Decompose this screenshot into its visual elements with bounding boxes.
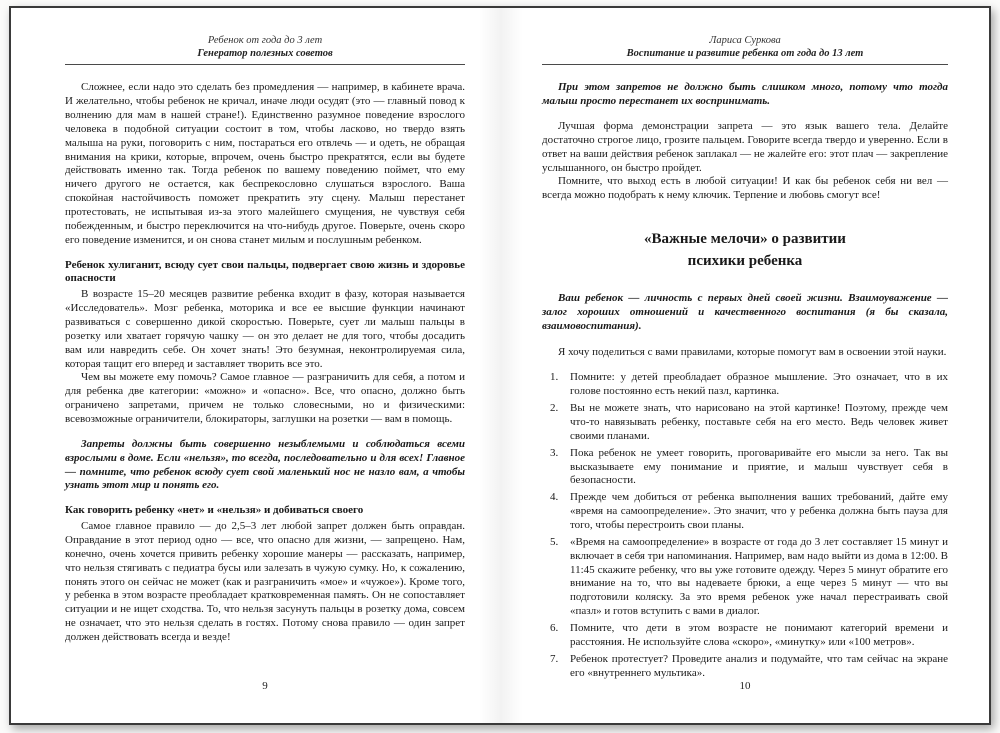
book-spread-frame	[9, 6, 991, 725]
list-item: Вы не можете знать, что нарисовано на этой картинке! Поэтому, прежде чем что-то навязывать ребенку, поставьте себя на его место. Ведь человек живет своими планами.	[570, 402, 948, 442]
running-head-book-part: Ребенок от года до 3 лет	[207, 35, 323, 46]
running-head-rule	[65, 64, 465, 65]
chapter-epigraph: Ваш ребенок — личность с первых дней своей жизни. Взаимоуважение — залог хороших отношений и качественного воспитания (я бы сказала, взаимовоспитания).	[542, 291, 948, 333]
rules-numbered-list	[542, 371, 948, 680]
paragraph: Помните, что выход есть в любой ситуации! И как бы ребенок себя ни вел — всегда можно подобрать к нему ключик. Терпение и любовь смогут все!	[542, 175, 948, 202]
running-head-author: Лариса Суркова	[709, 35, 781, 46]
right-page-body	[542, 81, 948, 680]
list-item: Помните: у детей преобладает образное мышление. Это означает, что в их голове постоянно есть некий пазл, картинка.	[570, 371, 948, 398]
list-item: Прежде чем добиться от ребенка выполнения ваших требований, дайте ему «время на самоопределение». Это значит, что у ребенка должна быть пауза для того, чтобы перестроить свои планы.	[570, 491, 948, 531]
left-running-head	[65, 34, 465, 65]
list-item: Ребенок протестует? Проведите анализ и подумайте, что там сейчас на экране его «внутреннего мультика».	[570, 652, 948, 679]
list-item: Пока ребенок не умеет говорить, проговаривайте его мысли за него. Так вы высказываете ему понимание и приятие, и малыш чувствует себя в безопасности.	[570, 446, 948, 487]
subheading: Как говорить ребенку «нет» и «нельзя» и добиваться своего	[65, 504, 364, 517]
book-gutter-shadow	[479, 8, 523, 723]
left-page-number: 9	[262, 680, 268, 692]
running-head-chapter: Генератор полезных советов	[197, 48, 333, 60]
paragraph: Чем вы можете ему помочь? Самое главное — разграничить для себя, а потом и для ребенка две категории: «можно» и «опасно». Все, что опасно, должно быть ограничено запретами, причем не только словесными, но и физическими: всевозможные ограничители, блокираторы, заглушки на розетки — вам в помощь.	[65, 371, 465, 426]
chapter-title-line1: «Важные мелочи» о развитии	[644, 231, 846, 248]
list-item: «Время на самоопределение» в возрасте от года до 3 лет составляет 15 минут и включает в себя три напоминания. Например, вам надо выйти из дома в 12:00. В 11:45 скажите ребенку, что вы уже готовите одежду. Через 5 минут обратите его внимание на то, что вы надеваете брюки, а еще через 5 минут — что вы подготовили коляску. За это время ребенок уже начал перестраивать свой «пазл» и готов вступить с вами в диалог.	[570, 535, 948, 618]
emphasized-rule-paragraph: При этом запретов не должно быть слишком много, потому что тогда малыш просто перестанет их воспринимать.	[542, 81, 948, 108]
right-page	[542, 34, 948, 692]
paragraph: В возрасте 15–20 месяцев развитие ребенка входит в фазу, которая называется «Исследователь». Мозг ребенка, моторика и все ее высшие функции начинают развиваться с совершенно дикой скоростью. Поверьте, сует ли малыш пальцы в розетку или хватает горячую чашку — он это делает не для того, чтобы досадить вам или навредить себе. Он хочет знать! Это безумная, неконтролируемая сила, которая тащит его вперед и заставляет творить все это.	[65, 288, 465, 370]
running-head-book-title: Воспитание и развитие ребенка от года до 13 лет	[626, 48, 864, 60]
paragraph: Самое главное правило — до 2,5–3 лет любой запрет должен быть оправдан. Оправдание в этот период одно — все, что опасно для жизни, — запрещено. Нам, конечно, очень хочется привить ребенку хорошие манеры — рассказать, например, что нельзя стягивать с педиатра бусы или залезать в чужую сумку. Но, к сожалению, понять этого он сейчас не может (как и разграничить «мое» и «чужое»). Кроме того, у ребенка в этом возрасте преобладает кратковременная память. Он не сопоставляет ситуации и не ищет сходства. То, что нельзя засунуть пальцы в розетку дома, совсем не означает, что это нельзя сделать в гостях. Потому снова правило — один запрет должен действовать всегда и везде!	[65, 520, 465, 644]
list-item: Помните, что дети в этом возрасте не понимают категорий времени и расстояния. Не используйте слова «скоро», «минутку» или «100 метров».	[570, 621, 948, 648]
emphasized-rule-paragraph: Запреты должны быть совершенно незыблемыми и соблюдаться всеми взрослыми в доме. Если «нельзя», то всегда, последовательно и для всех! Главное — помните, что ребенок всюду сует свой маленький нос не назло вам, а чтобы узнать этот мир и понять его.	[65, 437, 465, 492]
left-page	[65, 34, 465, 692]
right-running-head	[542, 34, 948, 65]
chapter-title	[542, 229, 948, 273]
paragraph: Лучшая форма демонстрации запрета — это язык вашего тела. Делайте достаточно строгое лицо, грозите пальцем. Говорите всегда твердо и уверенно. Если в ответ на ваши действия ребенок заплакал — не жалейте его: этот плач — закрепление услышанного, он быстро пройдет.	[542, 119, 948, 174]
chapter-title-line2: психики ребенка	[687, 252, 803, 269]
right-page-number: 10	[739, 680, 751, 692]
left-page-body	[65, 81, 465, 645]
running-head-rule	[542, 64, 948, 65]
paragraph: Я хочу поделиться с вами правилами, которые помогут вам в освоении этой науки.	[558, 345, 947, 358]
subheading: Ребенок хулиганит, всюду сует свои пальцы, подвергает свою жизнь и здоровье опасности	[65, 258, 465, 285]
paragraph: Сложнее, если надо это сделать без промедления — например, в кабинете врача. И желательно, чтобы ребенок не кричал, иначе люди осудят (это — главный повод к волнению для мам в нашей стране!). Единственно разумное поведение взрослого человека в подобной ситуации состоит в том, чтобы ласково, но твердо взять малыша на руки, поговорить с ним, постараться его отвлечь — и одеть, не обращая внимания на крики, которые, впрочем, очень быстро прекратятся, если вы будете действовать именно так. Тогда ребенок по вашему поведению поймет, что ему ничего другого не остается, как беспрекословно слушаться взрослого. Ваша спокойная настойчивость поможет прекратить эту сцену. Малыш перестанет протестовать, не испытывая из-за этого малейшего смущения, не чувствуя себя побежденным, и быстро переключится на что-нибудь другое. Поверьте, очень скоро его поведение изменится, и он снова станет милым и послушным ребенком.	[65, 81, 465, 246]
